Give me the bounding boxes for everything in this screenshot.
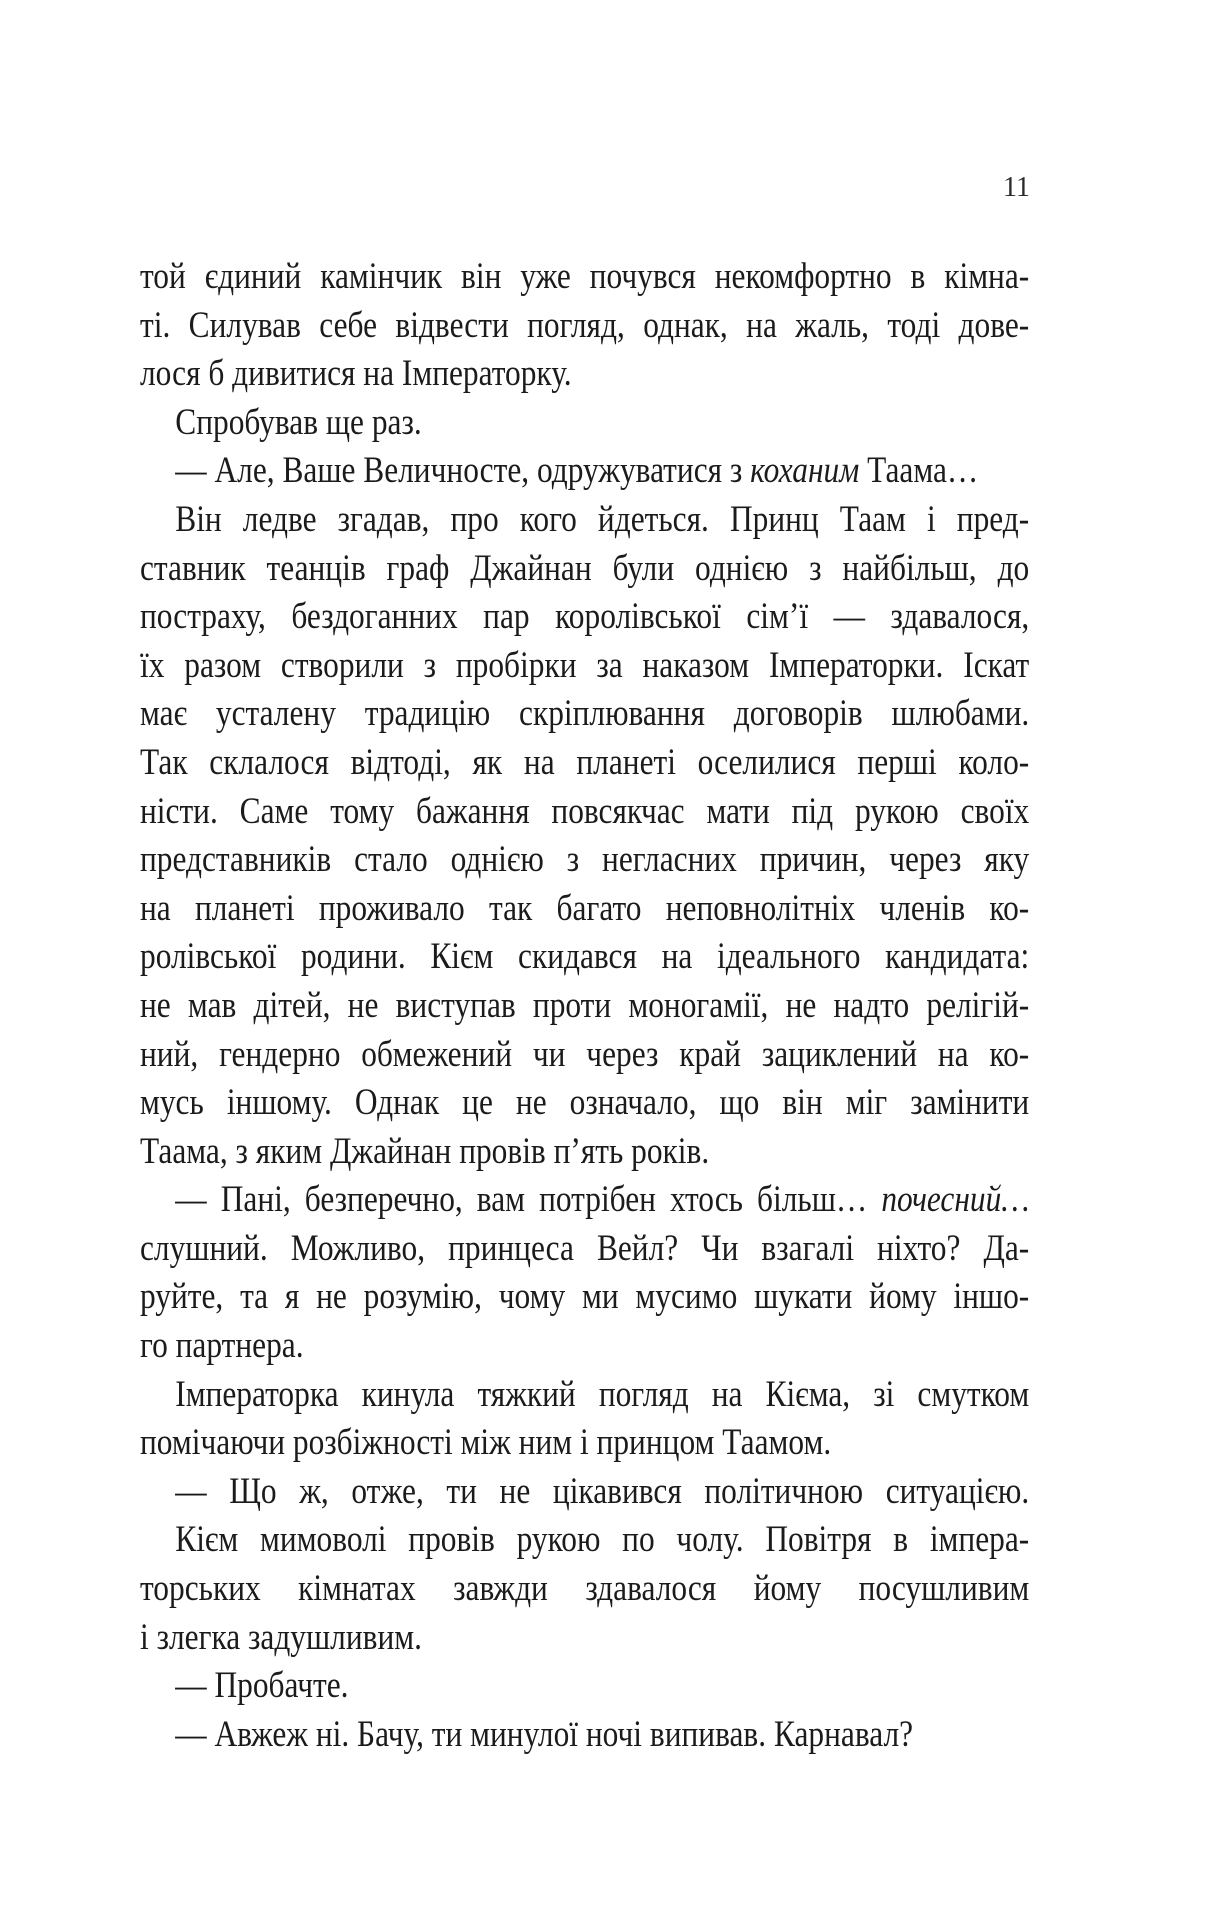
- line-text: — Але, Ваше Величносте, одружуватися з: [175, 449, 751, 491]
- text-line: постраху, бездоганних пар королівської сім’ї — здавалося,: [140, 595, 1030, 637]
- text-line: ний, гендерно обмежений чи через край зациклений на ко-: [140, 1032, 1030, 1074]
- text-line: на планеті проживало так багато неповнолітніх членів ко-: [140, 886, 1030, 928]
- text-line: той єдиний камінчик він уже почувся некомфортно в кімна-: [140, 255, 1030, 296]
- text-line: Імператорка кинула тяжкий погляд на Кієма, зі смутком: [175, 1372, 1030, 1414]
- text-line: [140, 1175, 1029, 1224]
- text-line: [140, 446, 1029, 495]
- text-line: не мав дітей, не виступав проти моногамії, не надто релігій-: [140, 983, 1030, 1025]
- text-line: мусь іншому. Однак це не означало, що він міг замінити: [140, 1081, 1030, 1123]
- text-line: і злегка задушливим.: [140, 1615, 422, 1657]
- line-text: — Пані, безперечно, вам потрібен хтось більш…: [175, 1178, 882, 1220]
- text-line: помічаючи розбіжності між ним і принцом Таамом.: [140, 1421, 832, 1463]
- text-line: Спробував ще раз.: [175, 400, 422, 442]
- text-line: Так склалося відтоді, як на планеті оселилися перші коло-: [140, 740, 1030, 782]
- text-line: їх разом створили з пробірки за наказом Імператорки. Іскат: [140, 643, 1030, 685]
- line-text: Таама…: [859, 449, 979, 491]
- text-line: го партнера.: [140, 1324, 304, 1366]
- text-line: — Пробачте.: [175, 1664, 349, 1706]
- text-line: лося б дивитися на Імператорку.: [140, 352, 572, 394]
- italic-word: коханим: [750, 449, 860, 491]
- text-line: ставник теанців граф Джайнан були однією з найбільш, до: [140, 546, 1030, 588]
- text-line: має усталену традицію скріплювання договорів шлюбами.: [140, 692, 1030, 734]
- text-line: представників стало однією з негласних причин, через яку: [140, 838, 1030, 880]
- text-line: — Авжеж ні. Бачу, ти минулої ночі випивав. Карнавал?: [175, 1712, 914, 1754]
- italic-word: почесний…: [881, 1178, 1030, 1220]
- text-line: слушний. Можливо, принцеса Вейл? Чи взагалі ніхто? Да-: [140, 1226, 1030, 1268]
- text-line: ністи. Саме тому бажання повсякчас мати під рукою своїх: [140, 789, 1030, 831]
- text-line: торських кімнатах завжди здавалося йому посушливим: [140, 1567, 1030, 1609]
- page-number: 11: [1003, 172, 1030, 203]
- text-line: ролівської родини. Кієм скидався на ідеального кандидата:: [140, 935, 1030, 977]
- text-line: ті. Силував себе відвести погляд, однак, на жаль, тоді дове-: [140, 303, 1030, 345]
- text-body: [140, 252, 1030, 1758]
- text-line: Кієм мимоволі провів рукою по чолу. Повітря в імпера-: [175, 1518, 1030, 1560]
- text-line: — Що ж, отже, ти не цікавився політичною ситуацією.: [175, 1469, 1030, 1511]
- text-line: Таама, з яким Джайнан провів п’ять років.: [140, 1129, 710, 1171]
- text-line: Він ледве згадав, про кого йдеться. Принц Таам і пред-: [175, 497, 1030, 539]
- text-line: руйте, та я не розумію, чому ми мусимо шукати йому іншо-: [140, 1275, 1030, 1317]
